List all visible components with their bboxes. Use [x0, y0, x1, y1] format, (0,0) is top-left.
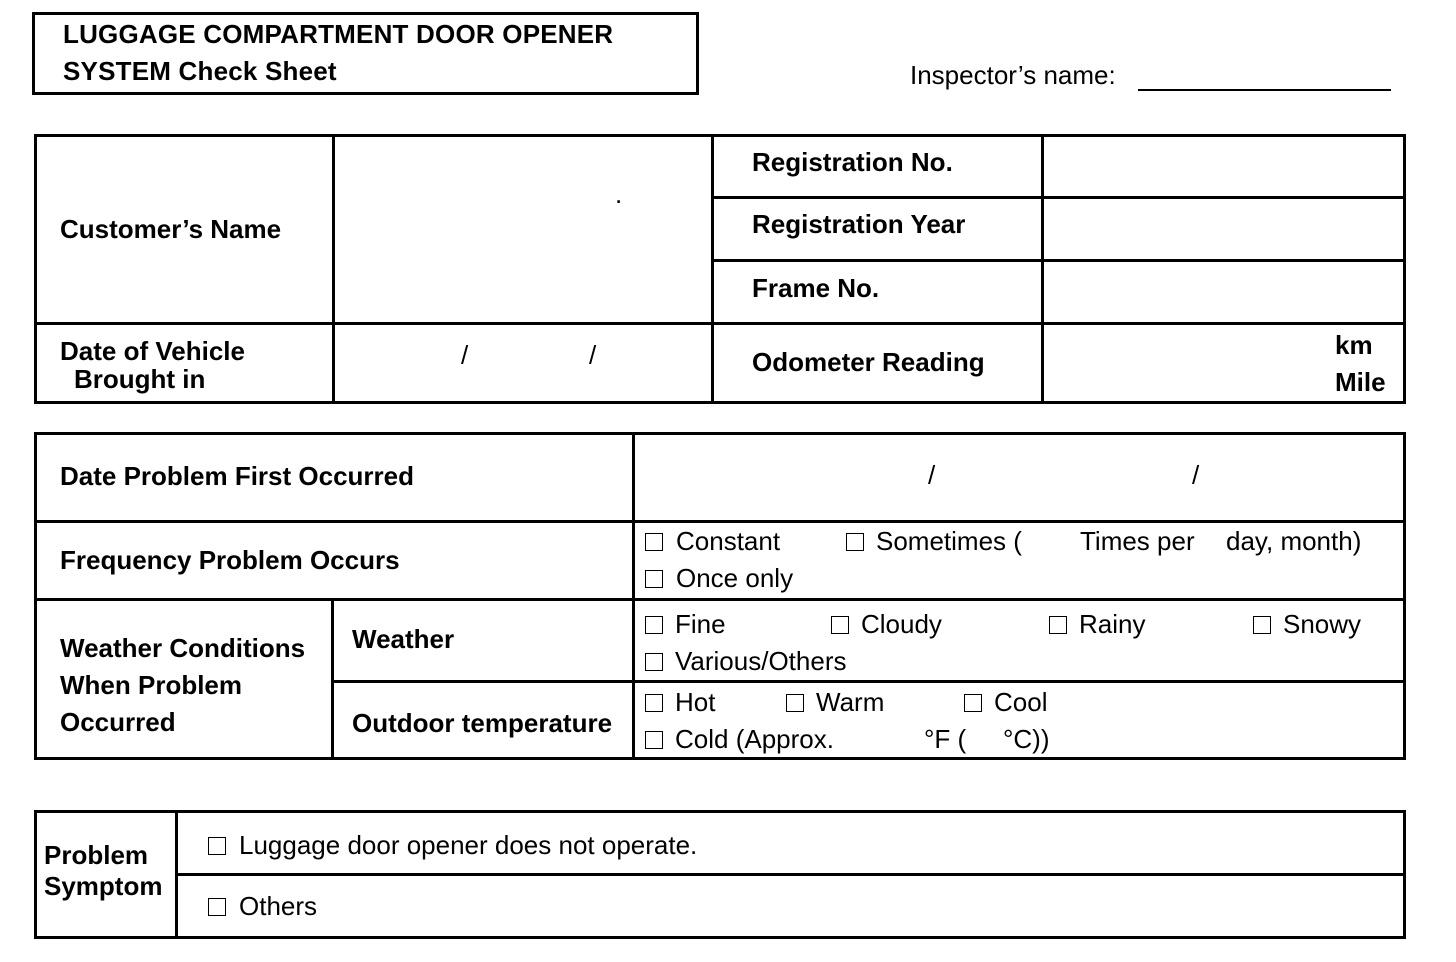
option-various-others-label: Various/Others: [675, 646, 847, 676]
option-times-per-label: Times per: [1080, 526, 1195, 556]
weather-group-label-1: Weather Conditions: [60, 633, 306, 663]
first-occurred-field[interactable]: [636, 436, 1402, 519]
frame-no-field[interactable]: [1045, 263, 1401, 321]
customer-name-label: Customer’s Name: [60, 214, 282, 244]
option-fine-label: Fine: [675, 609, 726, 639]
odometer-label: Odometer Reading: [752, 347, 985, 377]
problem-symptom-label-1: Problem: [44, 840, 149, 870]
option-rainy-label: Rainy: [1079, 609, 1146, 639]
checkbox-cold[interactable]: [645, 731, 663, 749]
registration-year-field[interactable]: [1045, 200, 1401, 258]
registration-year-label: Registration Year: [752, 209, 966, 239]
checkbox-once-only[interactable]: [645, 570, 663, 588]
option-warm-label: Warm: [816, 687, 885, 717]
customer-name-dot: .: [615, 179, 623, 209]
option-opener-not-operate-label: Luggage door opener does not operate.: [239, 830, 698, 860]
weather-group-label-3: Occurred: [60, 707, 176, 737]
checkbox-constant[interactable]: [645, 533, 663, 551]
date-brought-field[interactable]: [336, 326, 710, 400]
frequency-label: Frequency Problem Occurs: [60, 545, 400, 575]
title-line-2: SYSTEM Check Sheet: [63, 56, 337, 86]
checkbox-various-others[interactable]: [645, 653, 663, 671]
checkbox-warm[interactable]: [786, 694, 804, 712]
checkbox-rainy[interactable]: [1049, 616, 1067, 634]
first-occurred-separator: /: [928, 460, 936, 490]
option-others-label: Others: [239, 891, 318, 921]
registration-no-field[interactable]: [1045, 138, 1401, 195]
checkbox-cool[interactable]: [964, 694, 982, 712]
unit-celsius-label: °C)): [1003, 724, 1050, 754]
date-brought-separator: /: [589, 340, 597, 370]
inspector-name-field[interactable]: [1138, 89, 1391, 91]
date-brought-separator: /: [461, 340, 469, 370]
option-constant-label: Constant: [676, 526, 781, 556]
option-cool-label: Cool: [994, 687, 1048, 717]
option-sometimes-label: Sometimes (: [876, 526, 1022, 556]
unit-km: km: [1335, 330, 1373, 360]
inspector-label: Inspector’s name:: [910, 60, 1116, 90]
frame-no-label: Frame No.: [752, 273, 880, 303]
weather-label: Weather: [352, 624, 455, 654]
unit-mile: Mile: [1335, 367, 1386, 397]
checkbox-others[interactable]: [208, 898, 226, 916]
option-once-only-label: Once only: [676, 563, 794, 593]
option-hot-label: Hot: [675, 687, 716, 717]
date-brought-label-2: Brought in: [74, 364, 206, 394]
customer-name-field[interactable]: [336, 138, 710, 321]
option-day-month-label: day, month): [1226, 526, 1362, 556]
odometer-field[interactable]: [1045, 326, 1325, 400]
weather-group-label-2: When Problem: [60, 670, 243, 700]
title-box: [32, 12, 699, 95]
option-snowy-label: Snowy: [1283, 609, 1362, 639]
checkbox-hot[interactable]: [645, 694, 663, 712]
checkbox-fine[interactable]: [645, 616, 663, 634]
checkbox-cloudy[interactable]: [831, 616, 849, 634]
unit-fahrenheit-label: °F (: [924, 724, 967, 754]
option-cold-label: Cold (Approx.: [675, 724, 834, 754]
problem-symptom-label-2: Symptom: [44, 871, 163, 901]
option-cloudy-label: Cloudy: [861, 609, 942, 639]
registration-no-label: Registration No.: [752, 147, 953, 177]
checkbox-opener-not-operate[interactable]: [208, 837, 226, 855]
first-occurred-label: Date Problem First Occurred: [60, 461, 414, 491]
first-occurred-separator: /: [1192, 460, 1200, 490]
date-brought-label-1: Date of Vehicle: [60, 336, 245, 366]
outdoor-temperature-label: Outdoor temperature: [352, 708, 613, 738]
title-line-1: LUGGAGE COMPARTMENT DOOR OPENER: [63, 19, 614, 49]
checkbox-snowy[interactable]: [1253, 616, 1271, 634]
checkbox-sometimes[interactable]: [846, 533, 864, 551]
